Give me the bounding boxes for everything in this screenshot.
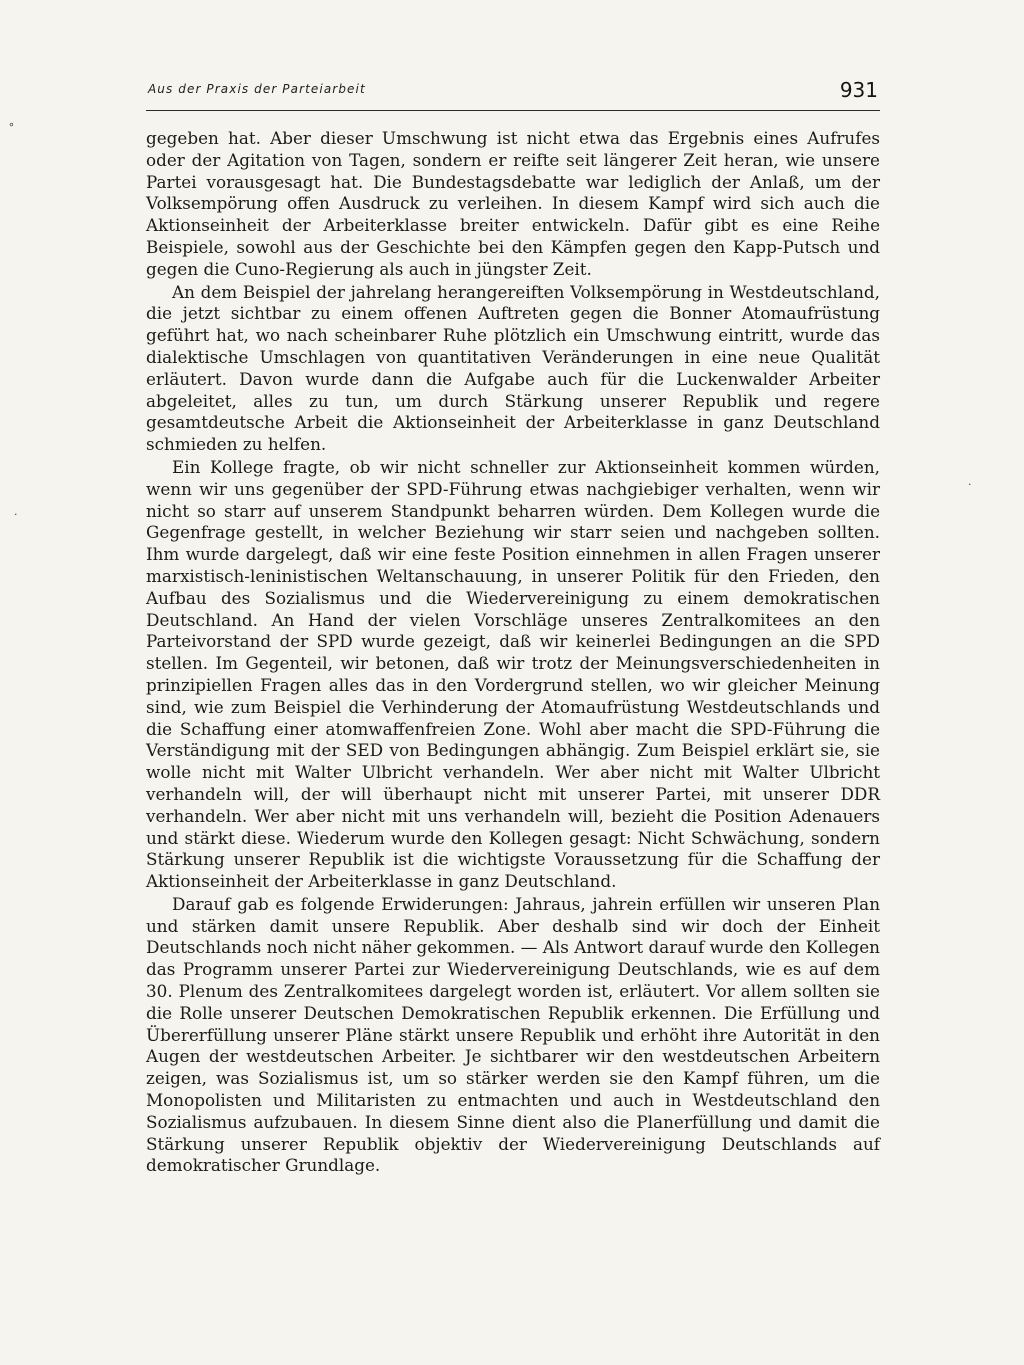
scan-speck: ∘ (8, 118, 15, 131)
paragraph: Darauf gab es folgende Erwiderungen: Jahraus, jahrein erfüllen wir unseren Plan und stärken damit unsere Republik. Aber deshalb sind wir doch der Einheit Deutschlands noch nicht näher gekommen. — Als Antwort darauf wurde den Kollegen das Programm unserer Partei zur Wiedervereinigung Deutschlands, wie es auf dem 30. Plenum des Zentralkomitees dargelegt worden ist, erläutert. Vor allem sollten sie die Rolle unserer Deutschen Demokratischen Republik erkennen. Die Erfüllung und Übererfüllung unserer Pläne stärkt unsere Republik und erhöht ihre Autorität in den Augen der westdeutschen Arbeiter. Je sichtbarer wir den westdeutschen Arbeitern zeigen, was Sozialismus ist, um so stärker werden sie den Kampf führen, um die Monopolisten und Militaristen zu entmachten und auch in Westdeutschland den Sozialismus aufzubauen. In diesem Sinne dient also die Planerfüllung und damit die Stärkung unserer Republik objektiv der Wiedervereinigung Deutschlands auf demokratischer Grundlage. (146, 893, 880, 1176)
page-number: 931 (839, 78, 878, 102)
paragraph: An dem Beispiel der jahrelang herangereiften Volksempörung in Westdeutschland, die jetzt sichtbar zu einem offenen Auftreten gegen die Bonner Atomaufrüstung geführt hat, wo nach scheinbarer Ruhe plötzlich ein Umschwung eintritt, wurde das dialektische Umschlagen von quantitativen Veränderungen in eine neue Qualität erläutert. Davon wurde dann die Aufgabe auch für die Luckenwalder Arbeiter abgeleitet, alles zu tun, um durch Stärkung unserer Republik und regere gesamtdeutsche Arbeit die Aktionseinheit der Arbeiterklasse in ganz Deutschland schmieden zu helfen. (146, 281, 880, 455)
scan-speck: · (14, 508, 18, 521)
paragraph: gegeben hat. Aber dieser Umschwung ist nicht etwa das Ergebnis eines Aufrufes oder der Agitation von Tagen, sondern er reifte seit längerer Zeit heran, wie unsere Partei vorausgesagt hat. Die Bundestagsdebatte war lediglich der Anlaß, um der Volksempörung offen Ausdruck zu verleihen. In diesem Kampf wird sich auch die Aktionseinheit der Arbeiterklasse breiter entwickeln. Dafür gibt es eine Reihe Beispiele, sowohl aus der Geschichte bei den Kämpfen gegen den Kapp-Putsch und gegen die Cuno-Regierung als auch in jüngster Zeit. (146, 128, 880, 279)
page-header (146, 80, 880, 111)
scan-speck: · (968, 478, 972, 491)
body-text (146, 128, 880, 1177)
paragraph: Ein Kollege fragte, ob wir nicht schneller zur Aktionseinheit kommen würden, wenn wir uns gegenüber der SPD-Führung etwas nachgiebiger verhalten, wenn wir nicht so starr auf unserem Standpunkt beharren würden. Dem Kollegen wurde die Gegenfrage gestellt, in welcher Beziehung wir starr seien und nachgeben sollten. Ihm wurde dargelegt, daß wir eine feste Position einnehmen in allen Fragen unserer marxistisch-leninistischen Weltanschauung, in unserer Politik für den Frieden, den Aufbau des Sozialismus und die Wiedervereinigung zu einem demokratischen Deutschland. An Hand der vielen Vorschläge unseres Zentralkomitees an den Parteivorstand der SPD wurde gezeigt, daß wir keinerlei Bedingungen an die SPD stellen. Im Gegenteil, wir betonen, daß wir trotz der Meinungsverschiedenheiten in prinzipiellen Fragen alles das in den Vordergrund stellen, wo wir gleicher Meinung sind, wie zum Beispiel die Verhinderung der Atomaufrüstung Westdeutschlands und die Schaffung einer atomwaffenfreien Zone. Wohl aber macht die SPD-Führung die Verständigung mit der SED von Bedingungen abhängig. Zum Beispiel erklärt sie, sie wolle nicht mit Walter Ulbricht verhandeln. Wer aber nicht mit Walter Ulbricht verhandeln will, der will überhaupt nicht mit unserer Partei, mit unserer DDR verhandeln. Wer aber nicht mit uns verhandeln will, bezieht die Position Adenauers und stärkt diese. Wiederum wurde den Kollegen gesagt: Nicht Schwächung, sondern Stärkung unserer Republik ist die wichtigste Voraussetzung für die Schaffung der Aktionseinheit der Arbeiterklasse in ganz Deutschland. (146, 456, 880, 892)
running-title: Aus der Praxis der Parteiarbeit (148, 82, 366, 96)
